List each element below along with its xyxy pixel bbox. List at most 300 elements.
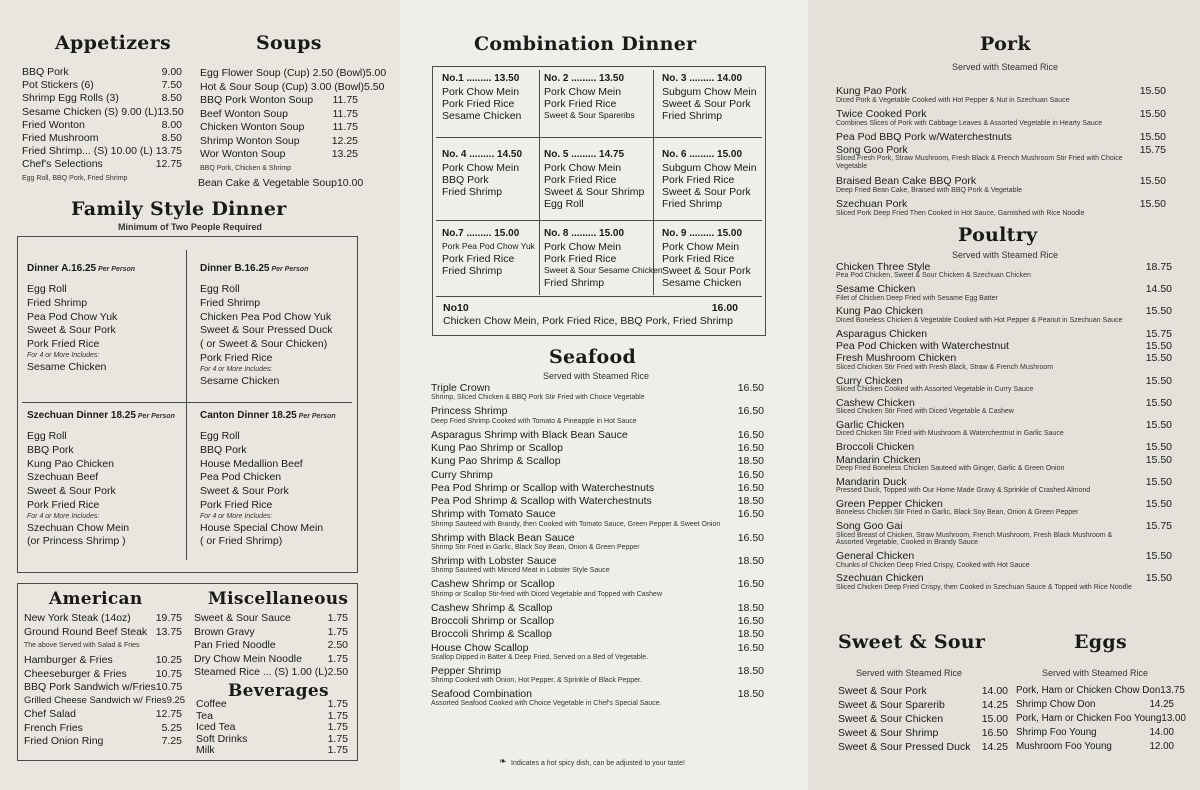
menu-item-price: 13.75 xyxy=(155,625,182,638)
family-dinner-extra: Szechuan Chow Mein xyxy=(27,521,130,534)
menu-item xyxy=(431,469,764,481)
menu-item-name: Beef Wonton Soup xyxy=(200,107,288,120)
menu-item xyxy=(431,508,764,520)
menu-item-name: Song Goo Gai xyxy=(836,520,903,533)
menu-item-name: Fresh Mushroom Chicken xyxy=(836,352,957,365)
menu-item-name: Chicken Wonton Soup xyxy=(200,121,305,133)
menu-item-name: Szechuan Chicken xyxy=(836,572,924,585)
combo-cell-head: No.7 ......... 15.00 xyxy=(442,228,520,239)
menu-item xyxy=(431,602,764,614)
combo-cell-item: Sweet & Sour Pork xyxy=(662,186,751,198)
four-more-label: For 4 or More Includes: xyxy=(27,352,100,359)
menu-item-price: 10.75 xyxy=(155,667,182,680)
family-dinner-item: Pork Fried Rice xyxy=(200,352,273,364)
menu-item-price: 16.50 xyxy=(737,405,764,418)
menu-item-name: Shrimp Wonton Soup xyxy=(200,134,300,147)
menu-item-price: 5.00 xyxy=(365,67,387,79)
menu-item-price: 15.75 xyxy=(1145,520,1172,533)
menu-item xyxy=(24,722,182,734)
menu-item xyxy=(431,482,764,494)
menu-item xyxy=(431,429,764,441)
menu-item xyxy=(24,668,182,680)
combo-cell-item: Pork Chow Mein xyxy=(544,162,622,174)
menu-item xyxy=(22,106,182,118)
menu-item-name: Asparagus Chicken xyxy=(836,327,928,340)
menu-item-name: French Fries xyxy=(24,721,83,734)
combo-cell-item: Pork Chow Mein xyxy=(544,241,622,253)
menu-item-price: 12.75 xyxy=(155,708,182,720)
menu-item xyxy=(431,688,764,700)
menu-item-name: Sesame Chicken (S) 9.00 (L) xyxy=(22,105,158,118)
menu-item-name: Fried Mushroom xyxy=(22,132,99,144)
family-dinner-item: Sweet & Sour Pork xyxy=(27,324,116,337)
combo-no10-items: Chicken Chow Mein, Pork Fried Rice, BBQ Pork, Fried Shrimp xyxy=(443,315,734,327)
family-dinner-item: Chicken Pea Pod Chow Yuk xyxy=(200,310,332,323)
menu-item-price: 14.50 xyxy=(1145,283,1172,296)
menu-item-price: 16.50 xyxy=(981,727,1008,739)
menu-item-price: 15.50 xyxy=(1139,198,1166,210)
seafood-footnote: Indicates a hot spicy dish, can be adjusted to your taste! xyxy=(511,760,685,767)
menu-item-name: Garlic Chicken xyxy=(836,419,905,431)
combo-cell-item: Sesame Chicken xyxy=(662,277,742,289)
menu-item-price: 13.75 xyxy=(1160,685,1185,696)
menu-item-price: 18.50 xyxy=(737,664,764,677)
family-dinner-item: Pea Pod Chow Yuk xyxy=(27,310,118,323)
menu-item-price: 16.50 xyxy=(737,641,764,654)
menu-item xyxy=(836,375,1172,387)
menu-item-price: 16.50 xyxy=(737,481,764,494)
menu-item-name: Soft Drinks xyxy=(196,732,248,745)
seafood-subtitle: Served with Steamed Rice xyxy=(543,371,650,381)
menu-item-name: Broccoli Shrimp or Scallop xyxy=(431,614,555,627)
menu-item-name: Pepper Shrimp xyxy=(431,664,502,677)
menu-item-price: 1.75 xyxy=(327,625,348,638)
menu-item-desc: Shrimp Sauteed with Brandy, then Cooked with Tomato Sauce, Green Pepper & Sweet Onion xyxy=(431,520,721,528)
menu-item-price: 5.25 xyxy=(161,721,182,734)
family-dinner-item: Szechuan Beef xyxy=(27,471,99,484)
combo-cell-item: Pork Fried Rice xyxy=(662,174,735,186)
family-dinner-item: Pork Fried Rice xyxy=(27,338,100,351)
american-title: American xyxy=(49,589,143,609)
menu-item xyxy=(200,148,358,160)
menu-item xyxy=(1016,713,1186,724)
menu-item-name: Sweet & Sour Sauce xyxy=(194,612,291,624)
menu-item-name: Broccoli Shrimp & Scallop xyxy=(431,628,552,641)
menu-item-name: Hot & Sour Soup (Cup) 3.00 (Bowl) xyxy=(200,80,364,93)
menu-item-name: Sweet & Sour Sparerib xyxy=(838,699,945,711)
combo-cell-item: Fried Shrimp xyxy=(662,198,723,210)
menu-item-price: 15.50 xyxy=(1145,453,1172,466)
menu-item xyxy=(1016,685,1185,696)
menu-item xyxy=(836,550,1172,562)
menu-item-price: 18.50 xyxy=(737,688,764,701)
menu-item-price: 12.25 xyxy=(331,134,358,147)
menu-item-name: Sweet & Sour Pork xyxy=(838,685,927,697)
four-more-label: For 4 or More Includes: xyxy=(200,365,273,373)
combo-divider-h2 xyxy=(436,220,762,221)
combo-cell-item: BBQ Pork xyxy=(442,174,489,186)
menu-item xyxy=(196,721,348,733)
family-dinner-item: Egg Roll xyxy=(27,430,67,442)
menu-item xyxy=(200,94,358,106)
family-dinner-item: Sweet & Sour Pressed Duck xyxy=(200,324,333,337)
family-dinner-item: Egg Roll xyxy=(200,283,240,295)
menu-item-desc: Deep Fried Bean Cake, Braised with BBQ Pork & Vegetable xyxy=(836,186,1022,194)
menu-item xyxy=(24,626,182,638)
menu-item xyxy=(22,92,182,104)
menu-item-name: Steamed Rice ... (S) 1.00 (L) xyxy=(194,666,328,678)
menu-item-name: Pork, Ham or Chicken Chow Don xyxy=(1016,685,1161,696)
menu-item-desc: Pressed Duck, Topped with Our Home Made Gravy & Sprinkle of Crashed Almond xyxy=(836,487,1091,495)
menu-item-price: 8.00 xyxy=(161,118,182,131)
menu-item-price: 16.50 xyxy=(737,382,764,394)
menu-item-price: 10.25 xyxy=(155,654,182,666)
menu-item-price: 12.00 xyxy=(1149,741,1174,752)
family-dinner-item: Pork Fried Rice xyxy=(200,499,273,511)
sweetsour-subtitle: Served with Steamed Rice xyxy=(856,668,963,678)
menu-item-name: Chef Salad xyxy=(24,708,76,720)
menu-item-desc: Sliced Pork Deep Fried Then Cooked in Hot Sauce, Garnished with Rice Noodle xyxy=(836,209,1085,217)
family-dinner-extra2: ( or Fried Shrimp) xyxy=(200,534,283,547)
four-more-label: For 4 or More Includes: xyxy=(200,512,273,520)
menu-item-price: 16.50 xyxy=(737,441,764,454)
menu-item-desc: Combines Slices of Pork with Cabbage Leaves & Assorted Vegetable in Hearty Sauce xyxy=(836,119,1103,127)
menu-item-desc: Diced Boneless Chicken & Vegetable Cooked with Hot Pepper & Peanut in Szechuan Sauce xyxy=(836,316,1123,324)
per-person-label: Per Person xyxy=(135,413,175,420)
menu-item xyxy=(836,328,1172,340)
menu-item-desc: Deep Fried Shrimp Cooked with Tomato & Pineapple in Hot Sauce xyxy=(431,417,637,425)
menu-item xyxy=(836,454,1172,466)
menu-item xyxy=(838,699,1008,711)
family-divider-v xyxy=(186,250,187,560)
family-dinner-item: Fried Shrimp xyxy=(200,296,261,309)
menu-item xyxy=(200,121,358,133)
menu-item-price: 15.50 xyxy=(1145,498,1172,510)
menu-item-name: Cashew Chicken xyxy=(836,396,915,409)
menu-item-name: BBQ Pork Wonton Soup xyxy=(200,94,314,106)
menu-item-name: Shrimp with Tomato Sauce xyxy=(431,508,556,521)
menu-item xyxy=(836,85,1166,97)
menu-item-price: 1.75 xyxy=(327,732,348,745)
menu-item-price: 8.50 xyxy=(161,132,182,144)
menu-item-name: Shrimp Chow Don xyxy=(1016,699,1096,710)
menu-item xyxy=(431,628,764,640)
menu-item-price: 18.50 xyxy=(737,455,764,468)
menu-item-desc: Sliced Breast of Chicken, Straw Mushroom, French Mushroom, Fresh Black Mushroom & Assorted Vegetable, Cooked in Brandy Sauce xyxy=(836,531,1113,547)
soups-title: Soups xyxy=(256,32,322,54)
menu-item xyxy=(836,261,1172,273)
menu-item-price: 1.75 xyxy=(327,612,348,624)
menu-item-name: Mushroom Foo Young xyxy=(1016,741,1112,752)
menu-item-name: Shrimp Egg Rolls (3) xyxy=(22,92,119,105)
menu-item xyxy=(838,713,1008,725)
family-dinner-name: Dinner B.16.25 xyxy=(200,263,270,274)
menu-item xyxy=(22,119,182,131)
menu-item-price: 13.50 xyxy=(157,105,184,118)
combo-cell-item: Fried Shrimp xyxy=(442,186,503,198)
menu-item-price: 2.50 xyxy=(327,666,349,678)
combo-cell-item: Fried Shrimp xyxy=(544,277,605,289)
family-dinner-item: Egg Roll xyxy=(200,430,240,442)
menu-item-desc: Diced Chicken Stir Fried with Mushroom & Waterchestnut in Garlic Sauce xyxy=(836,430,1064,438)
menu-item-name: Milk xyxy=(196,744,215,756)
menu-item-name: BBQ Pork Sandwich w/Fries xyxy=(24,681,156,693)
menu-item xyxy=(200,67,387,79)
family-dinner-title xyxy=(27,263,135,274)
menu-item-price: 15.50 xyxy=(1145,374,1172,387)
family-dinner-item: BBQ Pork xyxy=(27,443,74,456)
menu-item-name: Pan Fried Noodle xyxy=(194,639,276,651)
combo-cell-item: Pork Fried Rice xyxy=(442,98,515,110)
combo-cell-item: Subgum Chow Mein xyxy=(662,162,757,174)
menu-item-price: 5.50 xyxy=(364,80,385,93)
menu-item-price: 11.75 xyxy=(332,107,358,120)
menu-item-price: 7.25 xyxy=(161,735,182,747)
family-dinner-name: Szechuan Dinner 18.25 xyxy=(27,410,136,421)
combo-cell-item: Sweet & Sour Shrimp xyxy=(544,186,645,198)
menu-item-price: 18.50 xyxy=(737,628,764,641)
combo-cell-item: Sweet & Sour Pork xyxy=(662,98,751,110)
menu-item-name: Grilled Cheese Sandwich w/ Fries xyxy=(24,694,167,706)
menu-item-desc: Shrimp Sauteed with Minced Meat in Lobster Style Sauce xyxy=(431,567,610,575)
menu-item-price: 13.25 xyxy=(331,148,358,160)
family-dinner-item: Egg Roll xyxy=(27,283,67,295)
menu-item-name: Seafood Combination xyxy=(431,688,532,701)
menu-item xyxy=(1016,727,1174,738)
menu-item-name: BBQ Pork xyxy=(22,66,69,78)
combo-cell-item: Pork Chow Mein xyxy=(442,86,520,98)
menu-item xyxy=(431,405,764,417)
combo-cell-item: Sweet & Sour Spareribs xyxy=(544,110,635,120)
menu-item xyxy=(200,135,358,147)
menu-item-name: Tea xyxy=(196,709,213,722)
eggs-title: Eggs xyxy=(1074,631,1127,653)
menu-item-price: 16.50 xyxy=(737,578,764,591)
combo-cell-item: Pork Chow Mein xyxy=(662,241,740,253)
menu-item xyxy=(431,532,764,544)
menu-item-name: Pot Stickers (6) xyxy=(22,79,94,92)
menu-item-name: House Chow Scallop xyxy=(431,641,529,654)
menu-item-name: Dry Chow Mein Noodle xyxy=(194,652,302,665)
menu-item xyxy=(431,442,764,454)
menu-item-price: 14.25 xyxy=(981,699,1008,711)
poultry-subtitle: Served with Steamed Rice xyxy=(952,250,1059,260)
combo-cell-item: Pork Chow Mein xyxy=(442,162,520,174)
menu-item xyxy=(838,685,1008,697)
menu-item-price: 13.00 xyxy=(1161,713,1186,724)
menu-item-name: Pea Pod Shrimp or Scallop with Waterchestnuts xyxy=(431,481,655,494)
menu-item-price: 1.75 xyxy=(327,652,348,665)
appetizers-title: Appetizers xyxy=(55,32,171,54)
chili-icon: ❧ xyxy=(499,756,507,766)
family-dinner-item: Fried Shrimp xyxy=(27,296,88,309)
menu-item-name: Fried Shrimp... (S) 10.00 (L) xyxy=(22,145,153,158)
combo-cell-item: Pork Fried Rice xyxy=(544,98,617,110)
combo-cell-head: No. 5 ......... 14.75 xyxy=(544,149,625,160)
menu-item-name: Kung Pao Shrimp & Scallop xyxy=(431,455,561,468)
eggs-subtitle: Served with Steamed Rice xyxy=(1042,668,1149,678)
menu-item-name: Princess Shrimp xyxy=(431,405,508,418)
combo-title: Combination Dinner xyxy=(474,33,697,55)
menu-item-price: 9.25 xyxy=(166,694,186,706)
menu-item-desc: Deep Fried Boneless Chicken Sauteed with Ginger, Garlic & Green Onion xyxy=(836,465,1065,472)
menu-item-price: 15.50 xyxy=(1139,175,1166,187)
menu-item-desc: Sliced Chicken Stir Fried with Fresh Black, Straw & French Mushroom xyxy=(836,363,1054,371)
menu-item-desc: Assorted Seafood Cooked with Choice Vegetable in Chef's Special Sauce. xyxy=(431,700,662,708)
menu-item-name: Cheeseburger & Fries xyxy=(24,667,127,680)
family-dinner-title xyxy=(200,410,336,421)
menu-item-name: Curry Shrimp xyxy=(431,468,493,481)
menu-item xyxy=(836,340,1172,352)
menu-item-price: 8.50 xyxy=(161,92,182,105)
menu-item xyxy=(836,144,1166,156)
menu-item xyxy=(196,733,348,745)
family-dinner-name: Canton Dinner 18.25 xyxy=(200,410,297,421)
sweetsour-title: Sweet & Sour xyxy=(838,631,986,653)
menu-item-name: Broccoli Chicken xyxy=(836,441,915,454)
menu-item xyxy=(22,132,182,144)
menu-item-desc: Shrimp or Scallop Stir-fried with Diced Vegetable and Topped with Cashew xyxy=(431,590,662,598)
menu-item-price: 18.75 xyxy=(1145,261,1172,273)
pork-subtitle: Served with Steamed Rice xyxy=(952,62,1059,72)
menu-item-desc: Chunks of Chicken Deep Fried Crispy, Cooked with Hot Sauce xyxy=(836,561,1030,569)
menu-item-name: Sweet & Sour Shrimp xyxy=(838,727,939,739)
family-dinner-item: Sweet & Sour Pork xyxy=(27,485,116,498)
menu-item xyxy=(431,665,764,677)
menu-item-name: Chef's Selections xyxy=(22,158,103,171)
soups-note: BBQ Pork, Chicken & Shrimp xyxy=(200,165,292,172)
menu-item xyxy=(836,305,1172,317)
menu-item xyxy=(24,694,186,706)
menu-item-name: Ground Round Beef Steak xyxy=(24,625,148,638)
menu-item-desc: Shrimp Stir Fried in Garlic, Black Soy Bean, Onion & Green Pepper xyxy=(431,544,640,551)
menu-item-price: 1.75 xyxy=(327,709,348,722)
menu-item-price: 15.50 xyxy=(1145,352,1172,365)
menu-item xyxy=(24,735,182,747)
menu-item xyxy=(836,498,1172,510)
menu-item-name: Sweet & Sour Chicken xyxy=(838,713,944,725)
menu-item-name: Shrimp Foo Young xyxy=(1016,727,1097,738)
soup-last-item: Bean Cake & Vegetable Soup 10.00 xyxy=(198,177,364,189)
menu-item xyxy=(24,681,182,693)
menu-item xyxy=(194,653,348,665)
family-dinner-extra: Sesame Chicken xyxy=(27,361,107,373)
menu-item xyxy=(1016,699,1174,710)
menu-item-price: 18.50 xyxy=(737,495,764,508)
combo-divider-h1 xyxy=(436,137,762,138)
menu-item-name: Song Goo Pork xyxy=(836,143,908,156)
combo-divider-v1 xyxy=(539,70,540,295)
menu-item xyxy=(196,710,348,722)
menu-item-price: 15.50 xyxy=(1145,550,1172,563)
menu-item-price: 11.75 xyxy=(332,94,358,106)
menu-item-name: Hamburger & Fries xyxy=(24,654,113,666)
menu-item-price: 13.75 xyxy=(155,145,182,158)
menu-item-price: 12.75 xyxy=(155,158,182,171)
menu-item xyxy=(431,555,764,567)
menu-item xyxy=(838,741,1008,753)
combo-cell-item: Sweet & Sour Sesame Chicken xyxy=(544,265,663,275)
combo-cell-head: No. 4 ......... 14.50 xyxy=(442,149,523,160)
menu-item-name: Egg Flower Soup (Cup) 2.50 (Bowl) xyxy=(200,67,366,79)
combo-cell-head: No. 2 ......... 13.50 xyxy=(544,73,625,84)
combo-cell-head: No. 6 ......... 15.00 xyxy=(662,149,743,160)
menu-item xyxy=(24,654,182,666)
menu-item-price: 15.50 xyxy=(1145,475,1172,488)
menu-item-name: Szechuan Pork xyxy=(836,198,908,210)
menu-item xyxy=(194,626,348,638)
four-more-label: For 4 or More Includes: xyxy=(27,512,100,520)
menu-item-desc: Shrimp Cooked with Onion, Hot Pepper, & Sprinkle of Black Pepper. xyxy=(431,677,642,685)
menu-item-price: 10.75 xyxy=(155,681,183,693)
family-dinner-item: Pork Fried Rice xyxy=(27,499,100,511)
menu-item xyxy=(196,744,348,756)
combo-cell-item: Pork Pea Pod Chow Yuk xyxy=(442,241,535,251)
menu-item-price: 15.75 xyxy=(1145,327,1172,340)
combo-cell-head: No. 9 ......... 15.00 xyxy=(662,228,743,239)
menu-item-price: 16.50 xyxy=(737,428,764,441)
menu-item-name: Braised Bean Cake BBQ Pork xyxy=(836,175,977,187)
combo-cell-item: Sesame Chicken xyxy=(442,110,522,122)
family-subtitle: Minimum of Two People Required xyxy=(118,222,262,232)
appetizers-note: Egg Roll, BBQ Pork, Fried Shrimp xyxy=(22,175,128,182)
menu-item-price: 2.50 xyxy=(327,639,348,651)
menu-item-price: 15.50 xyxy=(1145,305,1172,318)
family-dinner-title xyxy=(200,263,308,274)
family-dinner-item: House Medallion Beef xyxy=(200,457,303,470)
menu-item-desc: Sliced Chicken Cooked with Assorted Vegetable in Curry Sauce xyxy=(836,386,1034,393)
family-divider-h xyxy=(22,402,352,403)
menu-item xyxy=(200,80,385,93)
menu-item xyxy=(836,175,1166,187)
menu-item xyxy=(194,639,348,651)
menu-item-name: Pea Pod BBQ Pork w/Waterchestnuts xyxy=(836,131,1012,143)
menu-item xyxy=(836,131,1166,143)
menu-item xyxy=(431,615,764,627)
menu-item-price: 15.50 xyxy=(1145,572,1172,585)
menu-item xyxy=(22,145,182,157)
menu-item-price: 18.50 xyxy=(737,601,764,614)
menu-item xyxy=(836,441,1172,453)
menu-item-price: 15.00 xyxy=(981,713,1008,725)
menu-item-price: 1.75 xyxy=(327,721,348,733)
menu-item-name: Mandarin Duck xyxy=(836,475,907,488)
menu-item-desc: Sliced Chicken Stir Fried with Diced Vegetable & Cashew xyxy=(836,408,1014,416)
menu-item-price: 14.00 xyxy=(981,685,1008,697)
family-dinner-item: Kung Pao Chicken xyxy=(27,457,114,470)
menu-item xyxy=(836,108,1166,120)
combo-cell-item: Pork Fried Rice xyxy=(544,253,617,265)
family-dinner-name: Dinner A.16.25 xyxy=(27,263,97,274)
per-person-label: Per Person xyxy=(96,266,136,273)
menu-item xyxy=(836,198,1166,210)
pork-title: Pork xyxy=(980,33,1031,55)
menu-item-price: 15.50 xyxy=(1139,85,1166,97)
menu-item xyxy=(22,66,182,78)
family-dinner-extra2: (or Princess Shrimp ) xyxy=(27,534,126,547)
combo-cell-head: No.1 ......... 13.50 xyxy=(442,73,520,84)
menu-item-name: Kung Pao Shrimp or Scallop xyxy=(431,441,563,454)
menu-item-desc: Sliced Fresh Pork, Straw Mushroom, Fresh Black & French Mushroom Stir Fried with Choice Vegetable xyxy=(836,155,1123,170)
family-title: Family Style Dinner xyxy=(71,198,287,220)
menu-item xyxy=(836,520,1172,532)
combo-cell-item: Subgum Chow Mein xyxy=(662,86,757,98)
menu-item-desc: Shrimp, Sliced Chicken & BBQ Pork Stir Fried with Choice Vegetable xyxy=(431,394,645,402)
menu-item-price: 14.25 xyxy=(981,741,1008,753)
menu-item xyxy=(22,158,182,170)
family-dinner-item: BBQ Pork xyxy=(200,443,247,456)
menu-item-name: Cashew Shrimp or Scallop xyxy=(431,578,555,591)
